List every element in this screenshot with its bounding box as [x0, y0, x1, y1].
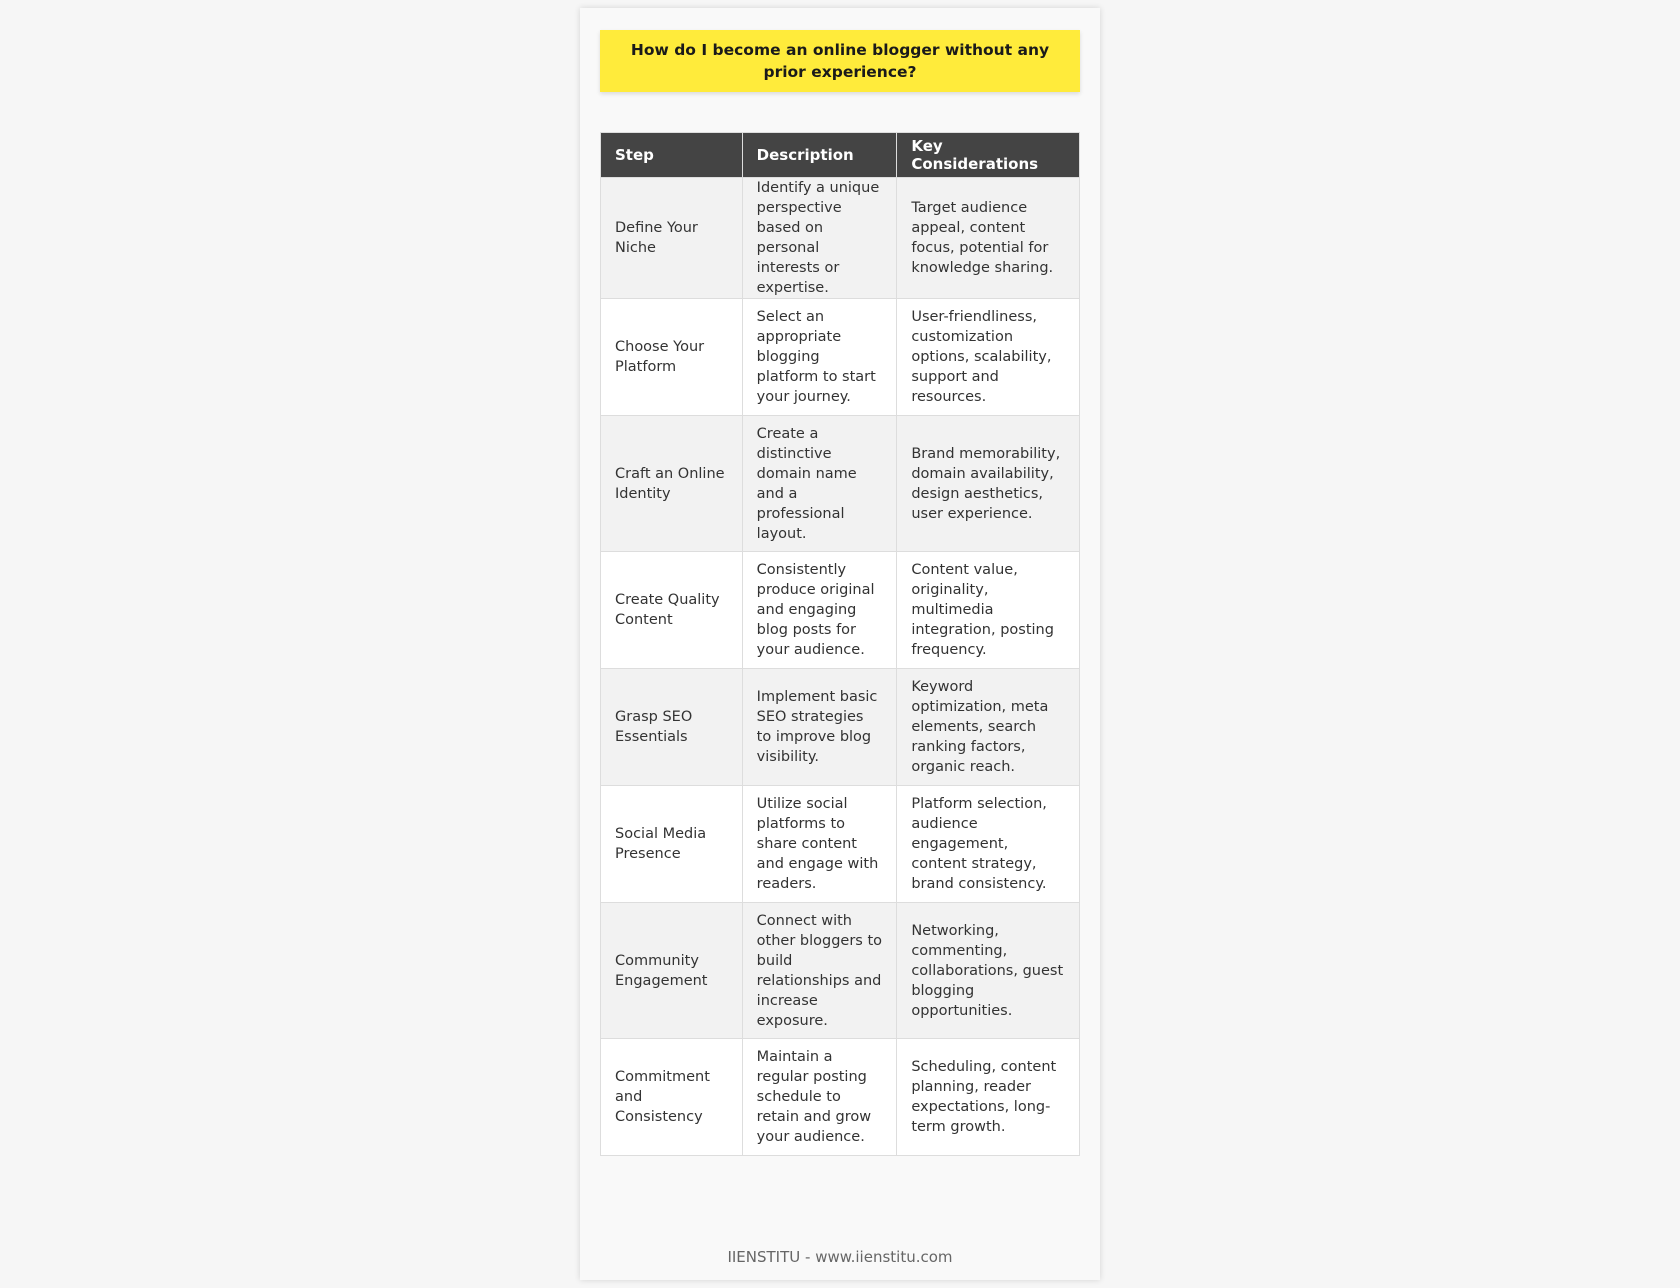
header-step: Step — [601, 133, 743, 178]
table-row — [601, 786, 1080, 903]
considerations-cell: Platform selection, audience engagement, content strategy, brand consistency. — [897, 786, 1080, 903]
considerations-cell: Networking, commenting, collaborations, guest blogging opportunities. — [897, 903, 1080, 1039]
content-card — [580, 8, 1100, 1280]
header-key-considerations: Key Considerations — [897, 133, 1080, 178]
considerations-cell: User-friendliness, customization options, scalability, support and resources. — [897, 299, 1080, 416]
step-cell: Grasp SEO Essentials — [601, 669, 743, 786]
considerations-cell: Keyword optimization, meta elements, search ranking factors, organic reach. — [897, 669, 1080, 786]
table-row — [601, 1039, 1080, 1156]
description-cell: Utilize social platforms to share content and engage with readers. — [742, 786, 897, 903]
description-cell: Create a distinctive domain name and a professional layout. — [742, 416, 897, 552]
step-cell: Define Your Niche — [601, 178, 743, 299]
table-row — [601, 299, 1080, 416]
considerations-cell: Content value, originality, multimedia integration, posting frequency. — [897, 552, 1080, 669]
step-cell: Craft an Online Identity — [601, 416, 743, 552]
considerations-cell: Target audience appeal, content focus, potential for knowledge sharing. — [897, 178, 1080, 299]
description-cell: Implement basic SEO strategies to improve blog visibility. — [742, 669, 897, 786]
table-row — [601, 903, 1080, 1039]
steps-table — [600, 132, 1080, 1156]
description-cell: Consistently produce original and engaging blog posts for your audience. — [742, 552, 897, 669]
table-row — [601, 416, 1080, 552]
description-cell: Maintain a regular posting schedule to retain and grow your audience. — [742, 1039, 897, 1156]
footer-credit: IIENSTITU - www.iienstitu.com — [727, 1248, 953, 1266]
table-row — [601, 552, 1080, 669]
description-cell: Select an appropriate blogging platform to start your journey. — [742, 299, 897, 416]
step-cell: Community Engagement — [601, 903, 743, 1039]
considerations-cell: Brand memorability, domain availability, design aesthetics, user experience. — [897, 416, 1080, 552]
step-cell: Commitment and Consistency — [601, 1039, 743, 1156]
step-cell: Choose Your Platform — [601, 299, 743, 416]
table-header-row — [601, 133, 1080, 178]
considerations-cell: Scheduling, content planning, reader expectations, long-term growth. — [897, 1039, 1080, 1156]
description-cell: Identify a unique perspective based on personal interests or expertise. — [742, 178, 897, 299]
header-description: Description — [742, 133, 897, 178]
step-cell: Create Quality Content — [601, 552, 743, 669]
question-title: How do I become an online blogger without any prior experience? — [600, 30, 1080, 92]
table-row — [601, 669, 1080, 786]
description-cell: Connect with other bloggers to build relationships and increase exposure. — [742, 903, 897, 1039]
table-row — [601, 178, 1080, 299]
step-cell: Social Media Presence — [601, 786, 743, 903]
